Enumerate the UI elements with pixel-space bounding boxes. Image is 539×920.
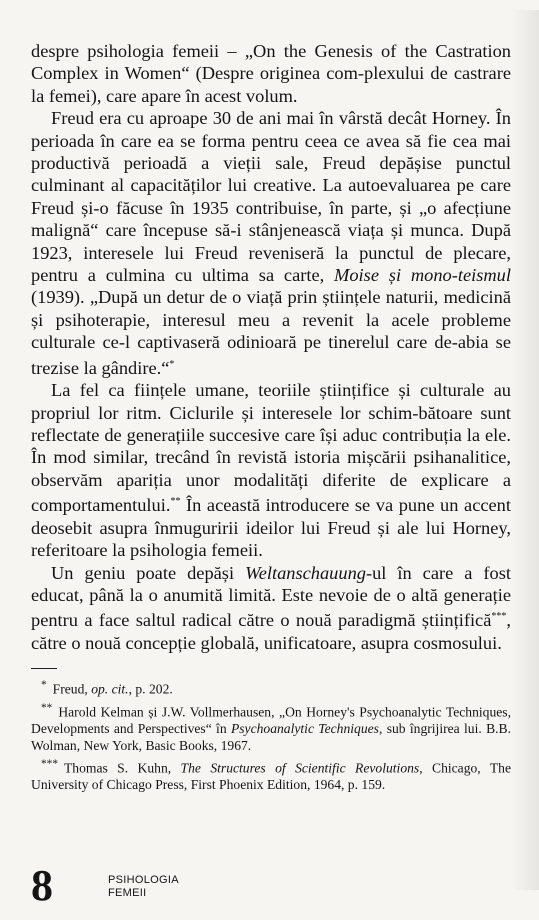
footnotes	[31, 677, 511, 793]
footnote-1-text-a: Freud,	[52, 681, 92, 697]
paragraph-1	[31, 40, 511, 107]
footnote-ref-1: *	[169, 358, 175, 370]
paragraph-2	[31, 107, 511, 379]
footnote-3-text-a: Thomas S. Kuhn,	[64, 760, 181, 776]
footnote-divider	[31, 668, 57, 669]
footnote-2-text-c: , sub îngrijirea lui. B.B. Wolman, New York, Basic Books, 1967.	[31, 721, 512, 753]
running-head-line-1: PSIHOLOGIA	[108, 874, 179, 886]
page-body	[31, 40, 511, 795]
paragraph-3-text-c: În această introducere se va pune un accent deosebit asupra înmuguririi ideilor lui Freud și ale lui Horney, referitoare la psihologia femeii.	[31, 495, 511, 561]
footnote-1-text-b: op. cit.	[91, 681, 129, 697]
footnote-1-mark: *	[41, 679, 47, 692]
book-title-moise: Moise și mono-teismul	[334, 265, 511, 286]
footnote-3-text-b: The Structures of Scientific Revolutions	[180, 760, 420, 776]
paragraph-1-text: despre psihologia femeii – „On the Genesis of the Castration Complex in Women“ (Despre originea com-plexului de castrare la femei), care apare în acest volum.	[31, 41, 511, 106]
running-head-line-2: FEMEII	[108, 887, 147, 899]
paragraph-3	[31, 379, 511, 561]
footnote-2	[31, 700, 511, 754]
facing-page-shadow	[511, 10, 539, 890]
paragraph-4-text-c: -ul în care a fost educat, până la o anumită limită. Este nevoie de o altă generație pentru a face saltul radical către o nouă paradigmă științifică	[31, 562, 511, 631]
footnote-ref-3: ***	[491, 611, 507, 623]
paragraph-2-text-a: Freud era cu aproape 30 de ani mai în vârstă decât Horney. În perioada în care ea se forma pentru ceea ce avea să fie cea mai productivă perioadă a vieții sale, Freud depășise punctul culminant al capacităților lui creative. La autoevaluarea pe care Freud și-o făcuse în 1935 contribuise, în parte, și „o afecțiune malignă“ care începuse să-i stânjenească viața și munca. După 1923, interesele lui Freud reveniseră la punctul de plecare, pentru a culmina cu ultima sa carte,	[31, 108, 511, 286]
paragraph-4-text-e: , către o nouă concepție globală, unificatoare, asupra cosmosului.	[31, 610, 511, 653]
footnote-2-text-b: Psychoanalytic Techniques	[230, 721, 379, 737]
page-footer	[31, 861, 331, 910]
footnote-3-mark: ***	[41, 758, 58, 771]
footnote-3-text-c: , Chicago, The University of Chicago Press, First Phoenix Edition, 1964, p. 159.	[31, 760, 511, 792]
paragraph-4	[31, 562, 511, 655]
paragraph-4-text-a: Un geniu poate depăși	[51, 562, 246, 583]
paragraph-3-text-a: La fel ca ființele umane, teoriile științifice și culturale au propriul lor ritm. Ciclurile și interesele lor schim-bătoare sunt reflectate de generațiile succesive care își aduc contribuția la ele. În mod similar, trecând în revistă istoria mișcării psihanalitice, observăm apariția unor modalități diferite de explicare a comportamentului.	[31, 380, 511, 516]
running-head	[108, 874, 179, 900]
footnote-2-mark: **	[41, 702, 53, 715]
footnote-ref-2: **	[170, 496, 181, 508]
footnote-3	[31, 756, 511, 793]
footnote-2-text-a: Harold Kelman și J.W. Vollmerhausen, „On Horney's Psychoanalytic Techniques, Developments and Perspectives“ în	[31, 704, 511, 737]
paragraph-2-text-c: (1939). „După un detur de o viață prin științele naturii, medicină și psihoterapie, interesul meu a revenit la acele probleme culturale ce-l captivaseră odinioară pe tinerelul care de-abia se trezise la gândire.“	[31, 287, 511, 378]
page-number: 8	[31, 861, 53, 910]
term-weltanschauung: Weltanschauung	[245, 562, 366, 583]
footnote-1	[31, 677, 511, 698]
footnote-1-text-c: , p. 202.	[128, 681, 173, 697]
